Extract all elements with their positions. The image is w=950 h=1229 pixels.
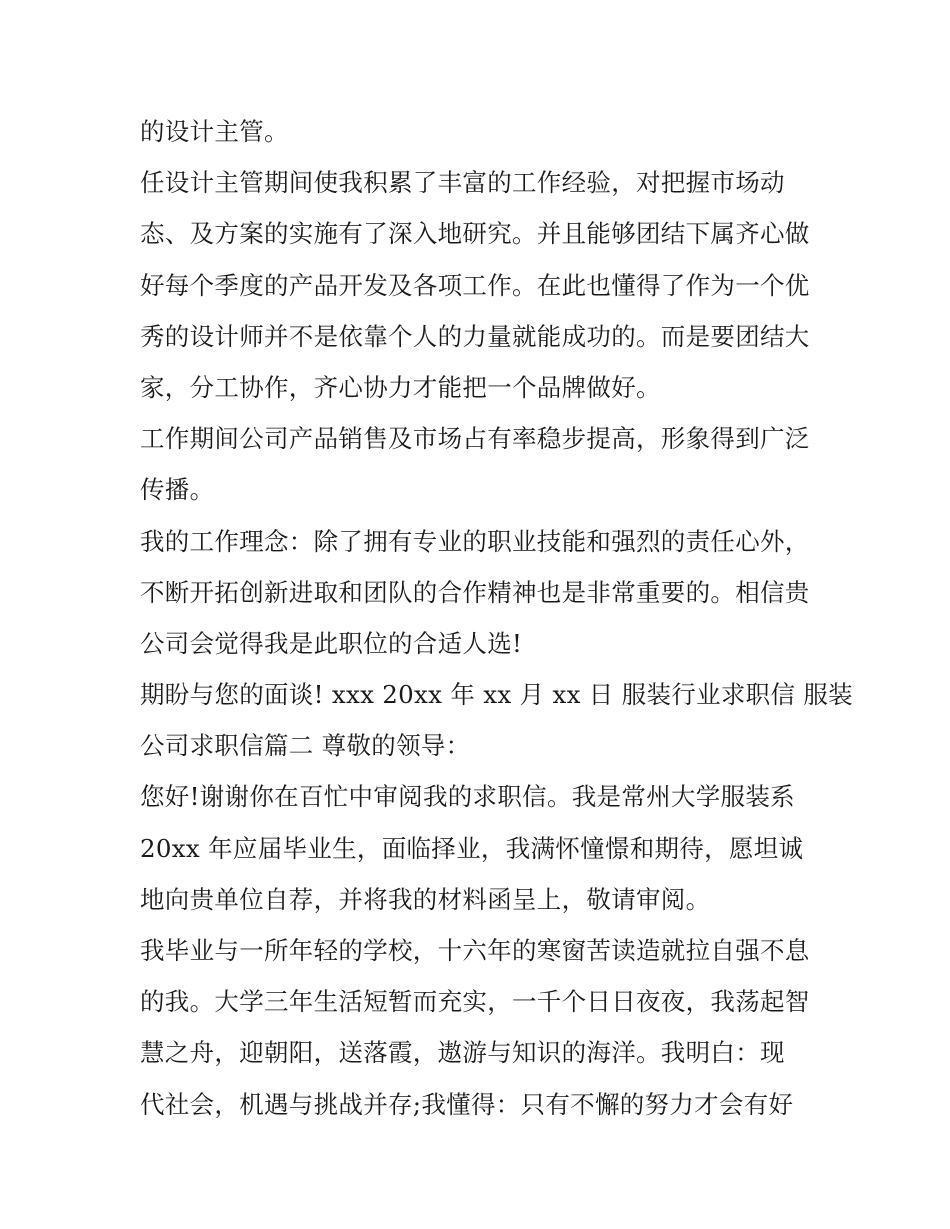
text-line: 态、及方案的实施有了深入地研究。并且能够团结下属齐心做: [140, 219, 810, 249]
text-line: 家，分工协作，齐心协力才能把一个品牌做好。: [140, 372, 661, 402]
text-line: 秀的设计师并不是依靠个人的力量就能成功的。而是要团结大: [140, 321, 810, 351]
text-line: 我毕业与一所年轻的学校，十六年的寒窗苦读造就拉自强不息: [140, 936, 810, 965]
text-line: 您好!谢谢你在百忙中审阅我的求职信。我是常州大学服装系: [140, 782, 795, 812]
text-line: 不断开拓创新进取和团队的合作精神也是非常重要的。相信贵: [140, 577, 810, 607]
text-line: 代社会，机遇与挑战并存;我懂得：只有不懈的努力才会有好: [140, 1089, 794, 1119]
text-line: 工作期间公司产品销售及市场占有率稳步提高，形象得到广泛: [140, 424, 810, 454]
text-line: 公司会觉得我是此职位的合适人选!: [140, 628, 523, 658]
text-line: 的设计主管。: [140, 117, 289, 146]
text-line: 公司求职信篇二 尊敬的领导：: [140, 731, 471, 761]
text-line: 的我。大学三年生活短暂而充实，一千个日日夜夜，我荡起智: [140, 987, 810, 1017]
text-line: 传播。: [140, 475, 215, 505]
text-line: 好每个季度的产品开发及各项工作。在此也懂得了作为一个优: [140, 270, 810, 300]
text-line: 任设计主管期间使我积累了丰富的工作经验，对把握市场动: [140, 168, 785, 198]
text-line: 地向贵单位自荐，并将我的材料函呈上，敬请审阅。: [140, 884, 711, 914]
document-body: [140, 106, 853, 1130]
text-line: 慧之舟，迎朝阳，送落霞，遨游与知识的海洋。我明白：现: [140, 1038, 785, 1068]
text-line: 20xx 年应届毕业生，面临择业，我满怀憧憬和期待，愿坦诚: [140, 833, 804, 863]
text-line: 我的工作理念：除了拥有专业的职业技能和强烈的责任心外，: [140, 526, 810, 556]
text-line: 期盼与您的面谈! xxx 20xx 年 xx 月 xx 日 服装行业求职信 服装: [140, 680, 853, 710]
